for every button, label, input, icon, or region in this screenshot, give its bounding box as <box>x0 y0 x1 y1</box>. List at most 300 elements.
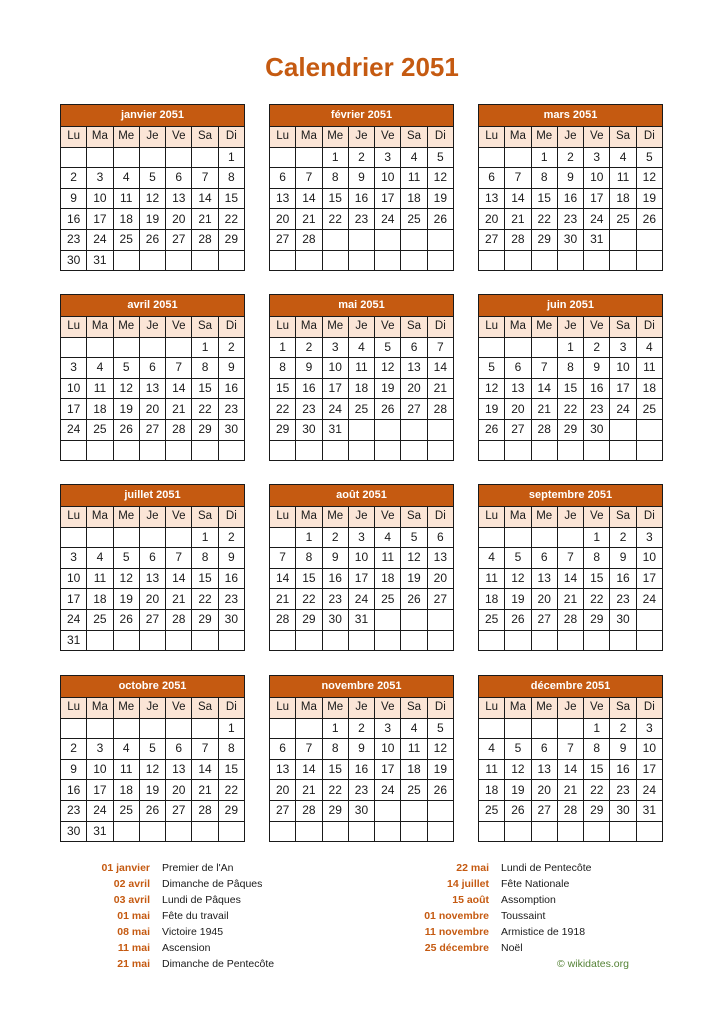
day-cell: 17 <box>375 759 401 780</box>
day-cell: 7 <box>296 168 322 189</box>
month-calendar <box>478 484 663 651</box>
day-cell: 23 <box>557 209 583 230</box>
day-cell: 8 <box>296 548 322 569</box>
day-cell: 10 <box>584 168 610 189</box>
month-title: juillet 2051 <box>60 484 245 506</box>
day-cell: 28 <box>557 609 583 630</box>
weekday-row <box>270 317 454 338</box>
weekday-label: Di <box>636 507 662 528</box>
day-cell: 8 <box>557 358 583 379</box>
day-cell: 9 <box>557 168 583 189</box>
empty-cell <box>427 440 453 461</box>
day-cell: 17 <box>636 759 662 780</box>
month-calendar <box>269 484 454 651</box>
day-cell: 1 <box>584 527 610 548</box>
day-cell: 27 <box>166 800 192 821</box>
month-table <box>478 316 663 461</box>
day-cell: 12 <box>401 548 427 569</box>
empty-cell <box>348 250 374 271</box>
day-cell: 14 <box>166 568 192 589</box>
day-cell: 10 <box>636 548 662 569</box>
weekday-label: Ve <box>166 507 192 528</box>
day-cell: 28 <box>166 609 192 630</box>
day-cell: 19 <box>113 399 139 420</box>
week-row <box>270 759 454 780</box>
day-cell: 8 <box>192 358 218 379</box>
holiday-row <box>399 860 592 876</box>
weekday-label: Ma <box>87 698 113 719</box>
day-cell: 30 <box>610 800 636 821</box>
day-cell: 2 <box>557 147 583 168</box>
empty-cell <box>401 800 427 821</box>
day-cell: 27 <box>505 419 531 440</box>
week-row <box>479 821 663 842</box>
empty-cell <box>375 630 401 651</box>
day-cell: 3 <box>375 147 401 168</box>
day-cell: 8 <box>322 739 348 760</box>
day-cell: 30 <box>584 419 610 440</box>
day-cell: 17 <box>87 209 113 230</box>
weekday-label: Je <box>557 127 583 148</box>
day-cell: 20 <box>270 209 296 230</box>
day-cell: 15 <box>270 378 296 399</box>
day-cell: 27 <box>401 399 427 420</box>
empty-cell <box>505 250 531 271</box>
weekday-row <box>270 507 454 528</box>
day-cell: 7 <box>427 337 453 358</box>
day-cell: 20 <box>531 589 557 610</box>
day-cell: 29 <box>218 229 244 250</box>
day-cell: 10 <box>61 568 87 589</box>
day-cell: 11 <box>401 168 427 189</box>
month-title: janvier 2051 <box>60 104 245 126</box>
month-title: juin 2051 <box>478 294 663 316</box>
month-table <box>478 506 663 651</box>
weekday-label: Sa <box>610 698 636 719</box>
day-cell: 16 <box>348 759 374 780</box>
week-row <box>479 739 663 760</box>
credit-text: © wikidates.org <box>557 958 629 970</box>
day-cell: 13 <box>531 759 557 780</box>
weekday-label: Je <box>139 507 165 528</box>
day-cell: 6 <box>139 548 165 569</box>
day-cell: 22 <box>218 780 244 801</box>
day-cell: 26 <box>139 229 165 250</box>
day-cell: 6 <box>270 168 296 189</box>
day-cell: 26 <box>479 419 505 440</box>
empty-cell <box>296 630 322 651</box>
day-cell: 14 <box>270 568 296 589</box>
day-cell: 28 <box>166 419 192 440</box>
empty-cell <box>427 250 453 271</box>
day-cell: 31 <box>348 609 374 630</box>
month-calendar <box>60 484 245 651</box>
day-cell: 23 <box>61 229 87 250</box>
empty-cell <box>401 419 427 440</box>
weekday-label: Ma <box>505 698 531 719</box>
weekday-label: Ma <box>505 507 531 528</box>
holiday-name: Assomption <box>501 894 556 906</box>
day-cell: 14 <box>557 759 583 780</box>
day-cell: 6 <box>531 739 557 760</box>
week-row <box>61 800 245 821</box>
weekday-row <box>61 127 245 148</box>
day-cell: 1 <box>557 337 583 358</box>
weekday-label: Di <box>636 698 662 719</box>
day-cell: 5 <box>505 739 531 760</box>
empty-cell <box>348 229 374 250</box>
day-cell: 10 <box>61 378 87 399</box>
empty-cell <box>139 527 165 548</box>
day-cell: 11 <box>636 358 662 379</box>
weekday-label: Ve <box>584 507 610 528</box>
day-cell: 22 <box>584 780 610 801</box>
empty-cell <box>87 527 113 548</box>
week-row <box>479 250 663 271</box>
day-cell: 31 <box>636 800 662 821</box>
weekday-label: Je <box>557 317 583 338</box>
day-cell: 1 <box>270 337 296 358</box>
empty-cell <box>636 609 662 630</box>
empty-cell <box>166 527 192 548</box>
weekday-label: Ve <box>166 698 192 719</box>
week-row <box>270 168 454 189</box>
empty-cell <box>113 718 139 739</box>
week-row <box>61 589 245 610</box>
day-cell: 28 <box>505 229 531 250</box>
day-cell: 2 <box>322 527 348 548</box>
day-cell: 4 <box>610 147 636 168</box>
day-cell: 27 <box>531 609 557 630</box>
day-cell: 24 <box>375 209 401 230</box>
month-title: mai 2051 <box>269 294 454 316</box>
holiday-date: 11 mai <box>117 942 150 954</box>
month-title: septembre 2051 <box>478 484 663 506</box>
empty-cell <box>166 337 192 358</box>
weekday-row <box>479 127 663 148</box>
weekday-label: Lu <box>270 127 296 148</box>
day-cell: 17 <box>61 589 87 610</box>
week-row <box>270 800 454 821</box>
day-cell: 6 <box>505 358 531 379</box>
day-cell: 29 <box>270 419 296 440</box>
day-cell: 9 <box>296 358 322 379</box>
holiday-date: 02 avril <box>113 878 150 890</box>
day-cell: 30 <box>348 800 374 821</box>
week-row <box>479 780 663 801</box>
empty-cell <box>270 821 296 842</box>
weekday-label: Je <box>139 698 165 719</box>
empty-cell <box>557 250 583 271</box>
empty-cell <box>61 718 87 739</box>
empty-cell <box>401 630 427 651</box>
empty-cell <box>270 527 296 548</box>
empty-cell <box>322 630 348 651</box>
weekday-label: Ve <box>584 698 610 719</box>
day-cell: 29 <box>192 419 218 440</box>
week-row <box>479 609 663 630</box>
empty-cell <box>636 630 662 651</box>
empty-cell <box>192 630 218 651</box>
day-cell: 23 <box>218 589 244 610</box>
empty-cell <box>139 630 165 651</box>
day-cell: 30 <box>610 609 636 630</box>
empty-cell <box>427 821 453 842</box>
day-cell: 10 <box>87 759 113 780</box>
day-cell: 22 <box>218 209 244 230</box>
day-cell: 25 <box>401 780 427 801</box>
week-row <box>61 250 245 271</box>
weekday-label: Me <box>531 507 557 528</box>
weekday-row <box>479 507 663 528</box>
day-cell: 13 <box>270 188 296 209</box>
day-cell: 25 <box>610 209 636 230</box>
holiday-row <box>399 924 592 940</box>
weekday-label: Di <box>218 507 244 528</box>
weekday-row <box>479 317 663 338</box>
week-row <box>61 378 245 399</box>
day-cell: 18 <box>348 378 374 399</box>
day-cell: 26 <box>505 800 531 821</box>
day-cell: 23 <box>584 399 610 420</box>
day-cell: 14 <box>296 759 322 780</box>
day-cell: 7 <box>505 168 531 189</box>
day-cell: 2 <box>296 337 322 358</box>
day-cell: 14 <box>427 358 453 379</box>
day-cell: 26 <box>375 399 401 420</box>
day-cell: 29 <box>192 609 218 630</box>
empty-cell <box>270 630 296 651</box>
day-cell: 23 <box>296 399 322 420</box>
weekday-label: Me <box>322 698 348 719</box>
day-cell: 21 <box>166 589 192 610</box>
empty-cell <box>479 147 505 168</box>
day-cell: 15 <box>322 188 348 209</box>
weekday-label: Ve <box>584 127 610 148</box>
empty-cell <box>584 821 610 842</box>
weekday-label: Je <box>139 317 165 338</box>
day-cell: 4 <box>636 337 662 358</box>
holiday-name: Dimanche de Pentecôte <box>162 958 275 970</box>
empty-cell <box>375 440 401 461</box>
day-cell: 12 <box>505 759 531 780</box>
empty-cell <box>139 250 165 271</box>
empty-cell <box>531 630 557 651</box>
day-cell: 11 <box>87 568 113 589</box>
day-cell: 1 <box>584 718 610 739</box>
week-row <box>61 739 245 760</box>
holiday-date: 03 avril <box>113 894 150 906</box>
empty-cell <box>192 147 218 168</box>
day-cell: 17 <box>636 568 662 589</box>
day-cell: 7 <box>531 358 557 379</box>
day-cell: 18 <box>87 589 113 610</box>
day-cell: 25 <box>87 609 113 630</box>
empty-cell <box>531 718 557 739</box>
day-cell: 3 <box>61 358 87 379</box>
empty-cell <box>610 250 636 271</box>
day-cell: 5 <box>479 358 505 379</box>
empty-cell <box>113 630 139 651</box>
holiday-row <box>60 940 274 956</box>
day-cell: 5 <box>139 739 165 760</box>
weekday-label: Me <box>531 698 557 719</box>
day-cell: 1 <box>322 718 348 739</box>
weekday-label: Ve <box>166 317 192 338</box>
empty-cell <box>375 419 401 440</box>
week-row <box>61 168 245 189</box>
day-cell: 27 <box>270 229 296 250</box>
day-cell: 18 <box>636 378 662 399</box>
empty-cell <box>270 440 296 461</box>
empty-cell <box>531 337 557 358</box>
weekday-label: Je <box>557 507 583 528</box>
weekday-label: Ma <box>296 127 322 148</box>
day-cell: 15 <box>192 568 218 589</box>
day-cell: 19 <box>427 188 453 209</box>
day-cell: 17 <box>348 568 374 589</box>
weekday-label: Lu <box>479 698 505 719</box>
weekday-row <box>61 507 245 528</box>
weekday-label: Ma <box>505 127 531 148</box>
day-cell: 7 <box>166 358 192 379</box>
weekday-label: Ve <box>584 317 610 338</box>
day-cell: 3 <box>375 718 401 739</box>
weekday-label: Je <box>557 698 583 719</box>
empty-cell <box>166 821 192 842</box>
empty-cell <box>322 821 348 842</box>
holiday-row <box>399 940 592 956</box>
day-cell: 25 <box>348 399 374 420</box>
day-cell: 1 <box>218 718 244 739</box>
month-calendar <box>60 294 245 461</box>
day-cell: 24 <box>87 229 113 250</box>
day-cell: 5 <box>139 168 165 189</box>
empty-cell <box>192 821 218 842</box>
day-cell: 18 <box>479 780 505 801</box>
day-cell: 30 <box>296 419 322 440</box>
day-cell: 24 <box>584 209 610 230</box>
day-cell: 16 <box>610 759 636 780</box>
day-cell: 16 <box>296 378 322 399</box>
weekday-label: Di <box>636 317 662 338</box>
month-table <box>60 697 245 842</box>
day-cell: 12 <box>427 739 453 760</box>
day-cell: 2 <box>610 718 636 739</box>
month-calendar <box>269 294 454 461</box>
weekday-label: Sa <box>401 507 427 528</box>
day-cell: 9 <box>218 358 244 379</box>
week-row <box>61 609 245 630</box>
day-cell: 27 <box>270 800 296 821</box>
week-row <box>270 147 454 168</box>
weekday-label: Ma <box>87 317 113 338</box>
week-row <box>270 568 454 589</box>
day-cell: 10 <box>322 358 348 379</box>
day-cell: 29 <box>322 800 348 821</box>
weekday-label: Sa <box>401 127 427 148</box>
day-cell: 1 <box>192 337 218 358</box>
day-cell: 22 <box>322 209 348 230</box>
day-cell: 3 <box>636 527 662 548</box>
day-cell: 3 <box>322 337 348 358</box>
day-cell: 26 <box>139 800 165 821</box>
day-cell: 3 <box>636 718 662 739</box>
day-cell: 3 <box>87 739 113 760</box>
day-cell: 9 <box>610 739 636 760</box>
week-row <box>61 440 245 461</box>
empty-cell <box>401 609 427 630</box>
day-cell: 1 <box>192 527 218 548</box>
day-cell: 3 <box>584 147 610 168</box>
day-cell: 13 <box>479 188 505 209</box>
day-cell: 9 <box>61 759 87 780</box>
day-cell: 12 <box>375 358 401 379</box>
day-cell: 2 <box>610 527 636 548</box>
empty-cell <box>610 440 636 461</box>
holiday-row <box>60 908 274 924</box>
weekday-row <box>479 698 663 719</box>
day-cell: 7 <box>270 548 296 569</box>
empty-cell <box>218 440 244 461</box>
day-cell: 29 <box>531 229 557 250</box>
weekday-label: Sa <box>192 698 218 719</box>
day-cell: 18 <box>113 209 139 230</box>
day-cell: 30 <box>322 609 348 630</box>
day-cell: 22 <box>270 399 296 420</box>
day-cell: 6 <box>270 739 296 760</box>
day-cell: 14 <box>192 759 218 780</box>
empty-cell <box>270 250 296 271</box>
day-cell: 26 <box>113 609 139 630</box>
month-table <box>269 126 454 271</box>
week-row <box>479 358 663 379</box>
day-cell: 31 <box>87 821 113 842</box>
day-cell: 26 <box>113 419 139 440</box>
day-cell: 23 <box>322 589 348 610</box>
empty-cell <box>401 229 427 250</box>
month-calendar <box>478 675 663 842</box>
day-cell: 13 <box>139 568 165 589</box>
day-cell: 6 <box>531 548 557 569</box>
empty-cell <box>296 821 322 842</box>
day-cell: 14 <box>557 568 583 589</box>
week-row <box>479 168 663 189</box>
day-cell: 21 <box>192 780 218 801</box>
week-row <box>479 800 663 821</box>
day-cell: 13 <box>401 358 427 379</box>
day-cell: 13 <box>166 759 192 780</box>
weekday-label: Je <box>348 127 374 148</box>
week-row <box>61 548 245 569</box>
holiday-name: Lundi de Pâques <box>162 894 241 906</box>
empty-cell <box>166 630 192 651</box>
day-cell: 22 <box>531 209 557 230</box>
day-cell: 27 <box>139 419 165 440</box>
day-cell: 5 <box>401 527 427 548</box>
day-cell: 18 <box>401 759 427 780</box>
weekday-label: Sa <box>192 507 218 528</box>
day-cell: 22 <box>296 589 322 610</box>
week-row <box>479 759 663 780</box>
empty-cell <box>375 800 401 821</box>
week-row <box>61 718 245 739</box>
day-cell: 18 <box>113 780 139 801</box>
weekday-label: Me <box>531 317 557 338</box>
day-cell: 11 <box>610 168 636 189</box>
empty-cell <box>270 718 296 739</box>
empty-cell <box>531 250 557 271</box>
